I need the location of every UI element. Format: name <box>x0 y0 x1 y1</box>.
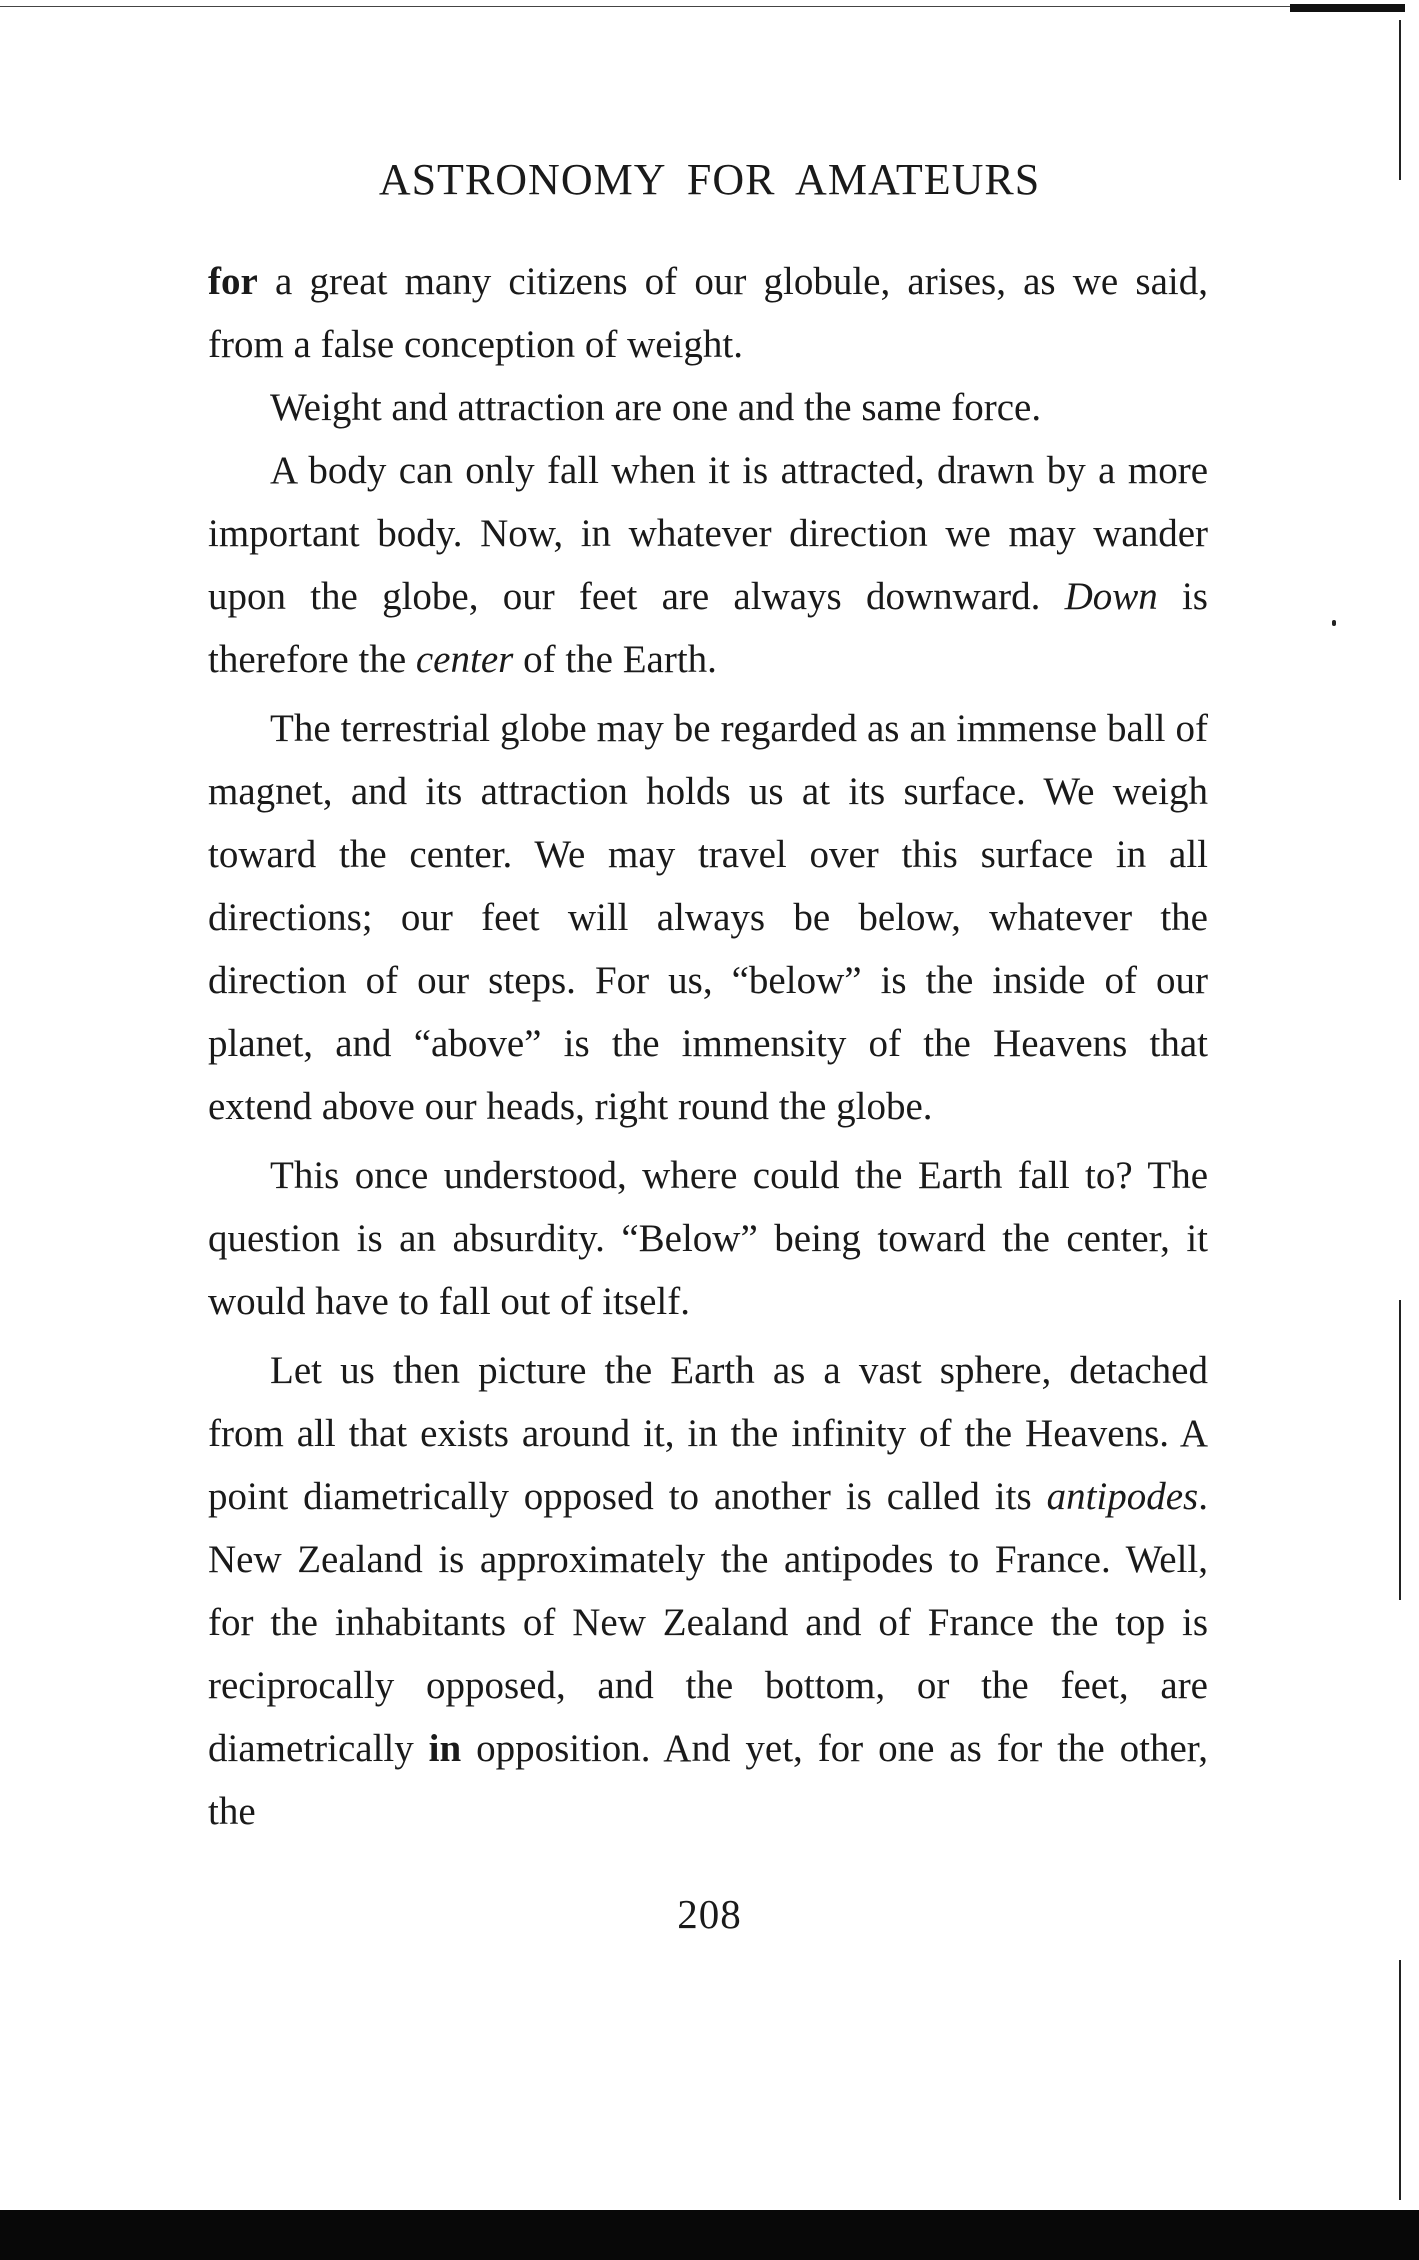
paragraph-6 <box>208 1339 1208 1843</box>
paragraph-1-end: , from a false conception of weight. <box>208 260 1208 366</box>
paragraph-3-center: center <box>415 638 514 681</box>
paragraph-6-text-c: opposition. And yet, for one as for the other, the <box>208 1727 1208 1833</box>
paragraph-4: The terrestrial globe may be regarded as an immense ball of magnet, and its attraction holds us at its surface. We weigh toward the center. We may travel over this surface in all directions; our feet will always be below, whatever the direction of our steps. For us, “below” is the inside of our planet, and “above” is the immensity of the Heavens that extend above our heads, right round the globe. <box>208 707 1208 1128</box>
ink-speck <box>1332 620 1336 626</box>
paragraph-6-text-a: Let us then picture the Earth as a vast sphere, detached from all that exists around it, in the infinity of the Heavens. A point diametrically opposed to another is called its <box>208 1349 1208 1518</box>
top-edge-rule <box>0 6 1340 7</box>
paragraph-5: This once understood, where could the Earth fall to? The question is an absurdity. “Below” being toward the center, it would have to fall out of itself. <box>208 1154 1208 1323</box>
paragraph-1-text: a great many citizens of our globule, arises, as we <box>257 260 1136 303</box>
running-head: ASTRONOMY FOR AMATEURS <box>378 155 1041 204</box>
paragraph-1-first-word: for <box>208 260 258 303</box>
right-edge-shadow-bottom <box>1399 1960 1401 2200</box>
paragraph-6-antipodes: antipodes <box>1046 1475 1199 1518</box>
top-corner-shadow <box>1290 4 1405 12</box>
page-number: 208 <box>677 1891 742 1937</box>
scan-bottom-edge <box>0 2210 1419 2260</box>
paragraph-3-text-b: is therefore the <box>208 575 1208 681</box>
paragraph-3-text-c: of the Earth. <box>513 638 717 681</box>
paragraph-3-text-a: A body can only fall when it is attracted, drawn by a more important body. Now, in whatever direction we may wander upon the globe, our feet are always downward. <box>208 449 1208 618</box>
right-edge-shadow <box>1399 20 1401 180</box>
paragraph-2: Weight and attraction are one and the same force. <box>270 386 1042 429</box>
body-text <box>208 250 1208 1843</box>
paragraph-3-down: Down <box>1064 575 1158 618</box>
right-edge-shadow-lower <box>1399 1300 1401 1600</box>
paragraph-6-text-b: . New Zealand is approximately the antipodes to France. Well, for the inhabitants of New Zealand and of France the top is reciprocally opposed, and the bottom, or the feet, are diametrically <box>208 1475 1208 1770</box>
paragraph-3 <box>208 439 1208 691</box>
paragraph-1-said: said <box>1135 260 1199 303</box>
paragraph-6-in: in <box>428 1727 462 1770</box>
paragraph-1 <box>208 250 1208 376</box>
